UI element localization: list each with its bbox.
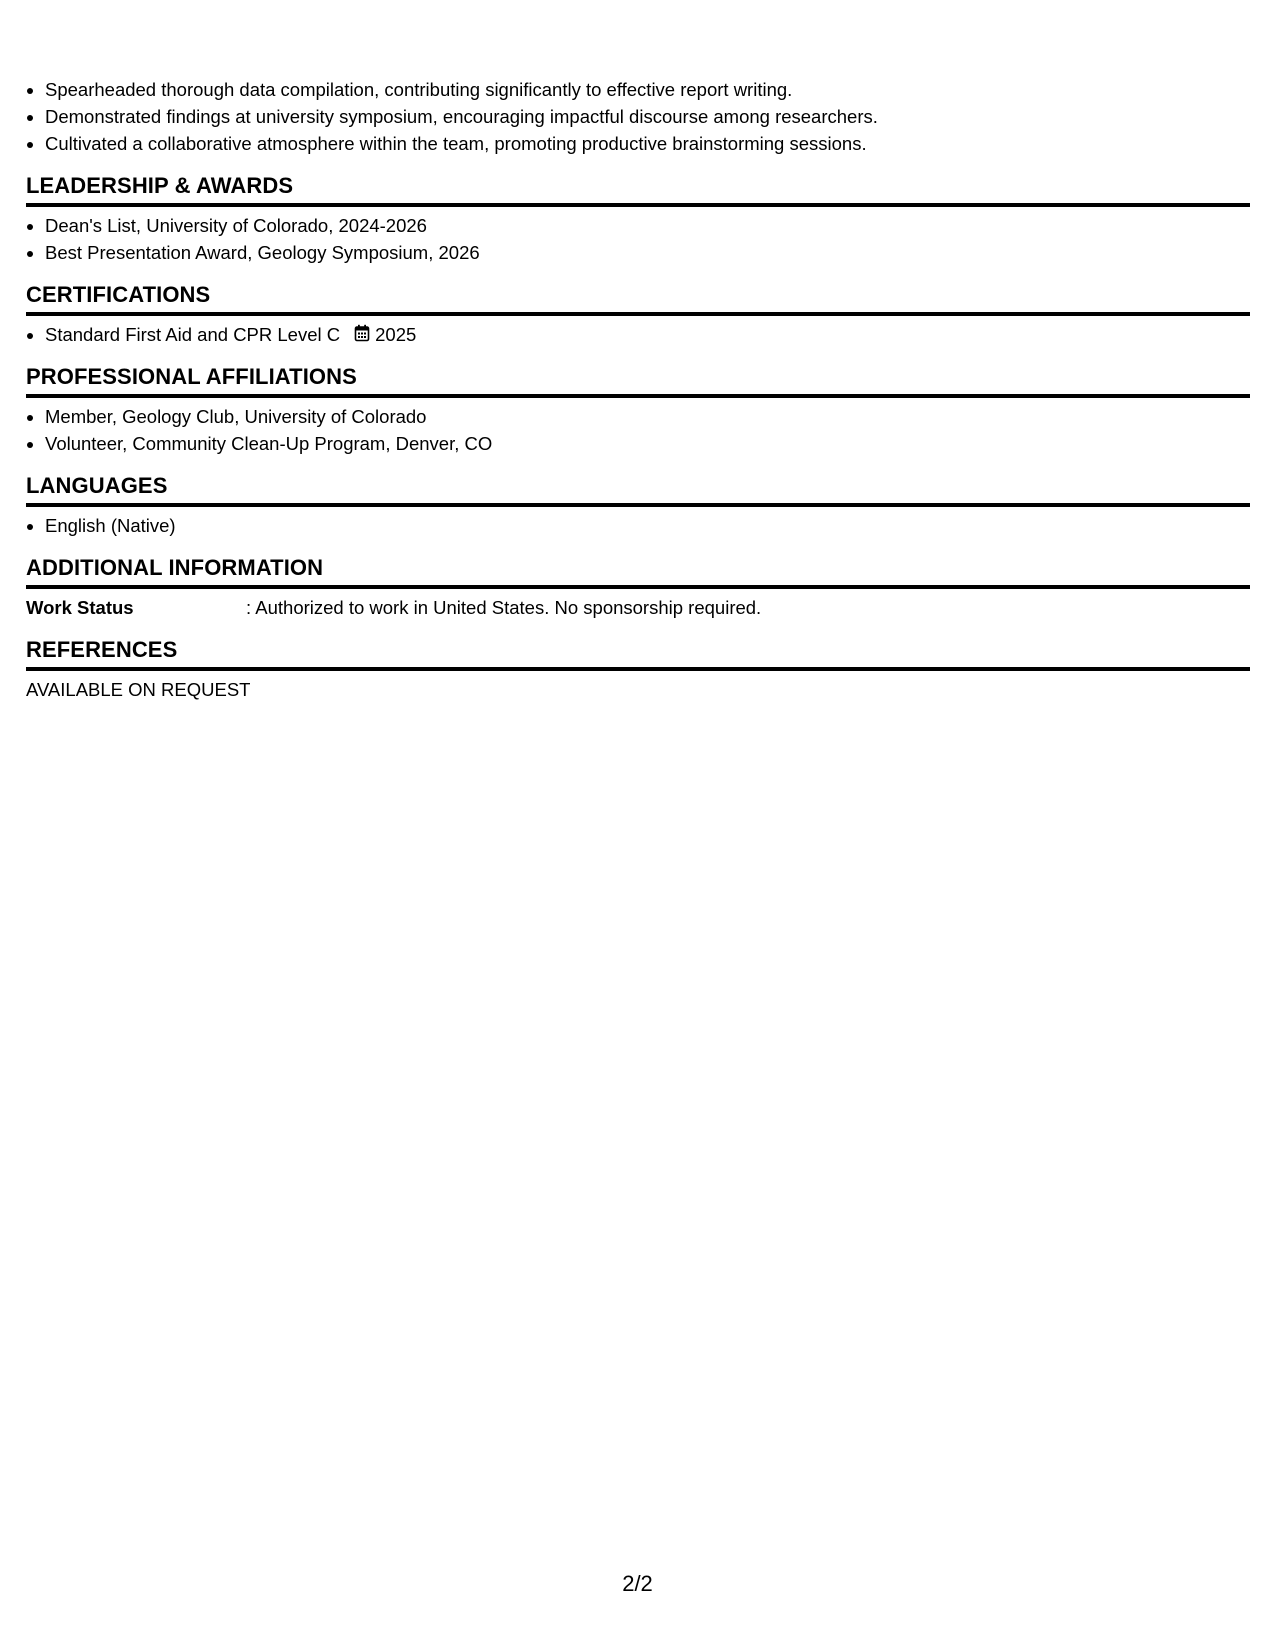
references-text: AVAILABLE ON REQUEST [26,679,251,700]
certifications-section [26,281,1250,348]
list-item: • Volunteer, Community Clean-Up Program, Denver, CO [45,430,1250,457]
certification-year: 2025 [375,324,417,345]
experience-bullet-list [26,76,1250,157]
work-status-row [26,594,1250,621]
section-heading: ADDITIONAL INFORMATION [26,554,1250,589]
list-item: • Member, Geology Club, University of Colorado [45,403,1250,430]
section-heading: PROFESSIONAL AFFILIATIONS [26,363,1250,398]
resume-page [26,76,1250,703]
section-heading: LANGUAGES [26,472,1250,507]
work-status-value: : Authorized to work in United States. No sponsorship required. [246,597,762,618]
certification-name: Standard First Aid and CPR Level C [45,324,341,345]
section-heading: LEADERSHIP & AWARDS [26,172,1250,207]
page-number: 2/2 [622,1571,653,1596]
languages-section [26,472,1250,539]
work-status-label: Work Status [26,597,134,618]
list-item: • English (Native) [45,512,1250,539]
calendar-icon [354,322,370,340]
section-heading: REFERENCES [26,636,1250,671]
leadership-section [26,172,1250,266]
languages-list [26,512,1250,539]
section-heading: CERTIFICATIONS [26,281,1250,316]
list-item: • Cultivated a collaborative atmosphere within the team, promoting productive brainstorming sessions. [45,130,1250,157]
list-item: • Best Presentation Award, Geology Symposium, 2026 [45,239,1250,266]
list-item: • Spearheaded thorough data compilation, contributing significantly to effective report writing. [45,76,1250,103]
additional-info-section [26,554,1250,621]
list-item: • Dean's List, University of Colorado, 2024-2026 [45,212,1250,239]
certifications-list [26,321,1250,348]
affiliations-section [26,363,1250,457]
references-section [26,636,1250,703]
affiliations-list [26,403,1250,457]
leadership-list [26,212,1250,266]
list-item [45,321,1250,348]
list-item: • Demonstrated findings at university symposium, encouraging impactful discourse among researchers. [45,103,1250,130]
